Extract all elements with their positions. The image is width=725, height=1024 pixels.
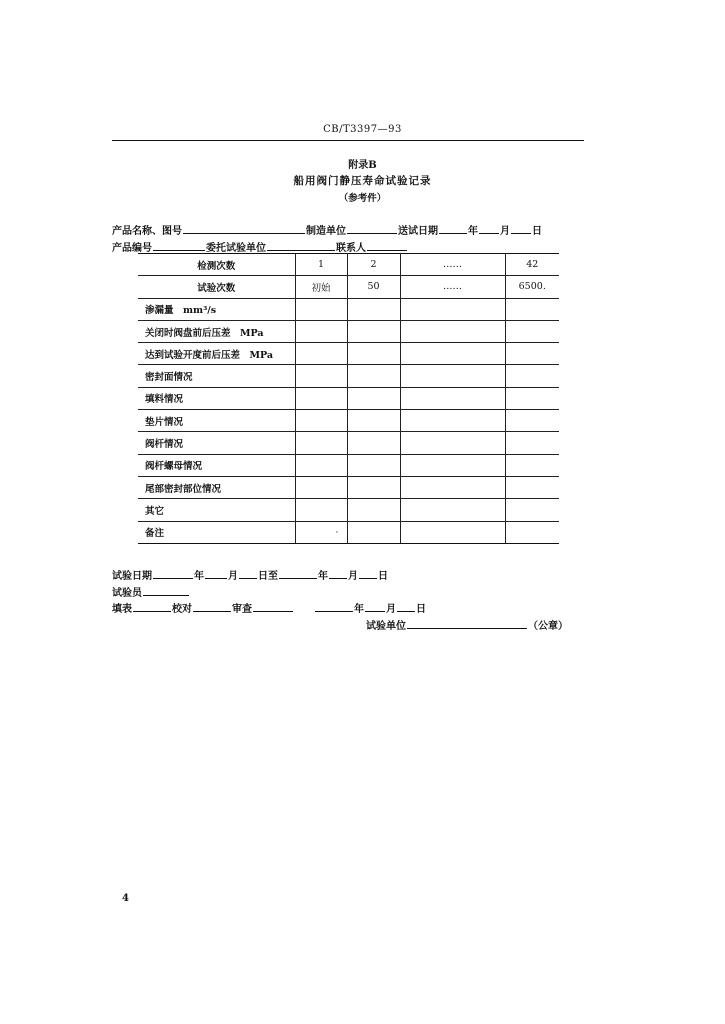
header-cell: 50 [347, 276, 400, 298]
product-no-field[interactable] [153, 241, 205, 251]
record-cell[interactable] [505, 454, 559, 476]
row-label: 尾部密封部位情况 [138, 476, 295, 498]
row-label: 渗漏量 mm³/s [138, 298, 295, 320]
record-cell[interactable] [347, 320, 400, 342]
record-cell[interactable] [347, 298, 400, 320]
table-row [138, 343, 559, 365]
row-label: 垫片情况 [138, 410, 295, 432]
fill-field[interactable] [133, 602, 171, 612]
header-row-label: 试验次数 [138, 276, 295, 298]
sign-day-label: 日 [416, 604, 426, 615]
record-cell[interactable] [505, 432, 559, 454]
test-day2-field[interactable] [359, 569, 377, 579]
form-line-unit [366, 617, 568, 632]
row-label: 密封面情况 [138, 365, 295, 387]
row-label: 关闭时阀盘前后压差 MPa [138, 320, 295, 342]
record-cell[interactable] [347, 454, 400, 476]
test-month2-label: 月 [348, 571, 358, 582]
record-cell[interactable] [400, 499, 505, 521]
record-cell[interactable] [400, 521, 505, 543]
seal-label: （公章） [528, 621, 568, 632]
record-cell[interactable] [295, 476, 347, 498]
sign-month-field[interactable] [365, 602, 385, 612]
test-unit-field[interactable] [407, 619, 527, 629]
sign-day-field[interactable] [397, 602, 415, 612]
send-year-field[interactable] [439, 224, 467, 234]
record-cell[interactable] [295, 298, 347, 320]
header-cell: 6500. [505, 276, 559, 298]
test-year-label: 年 [194, 571, 204, 582]
header-cell: …… [400, 254, 505, 276]
record-cell[interactable] [505, 476, 559, 498]
page-number: 4 [122, 893, 129, 904]
contact-label: 联系人 [336, 243, 366, 254]
record-cell[interactable] [505, 298, 559, 320]
table-row [138, 521, 559, 543]
test-month2-field[interactable] [329, 569, 347, 579]
test-date-label: 试验日期 [112, 571, 152, 582]
appendix-title: 船用阀门静压寿命试验记录 [293, 175, 432, 187]
review-field[interactable] [253, 602, 293, 612]
row-label: 达到试验开度前后压差 MPa [138, 343, 295, 365]
record-cell[interactable] [347, 365, 400, 387]
form-line-client [112, 239, 408, 254]
test-day-to-label: 日至 [258, 571, 278, 582]
sign-year-field[interactable] [315, 602, 353, 612]
table-row [138, 387, 559, 409]
row-label: 阀杆情况 [138, 432, 295, 454]
review-label: 审查 [232, 604, 252, 615]
remark-mark: · [335, 527, 339, 538]
record-cell[interactable] [295, 454, 347, 476]
tester-field[interactable] [143, 586, 189, 596]
fill-label: 填表 [112, 604, 132, 615]
send-month-label: 月 [500, 226, 510, 237]
record-cell[interactable] [505, 320, 559, 342]
header-cell: 42 [505, 254, 559, 276]
record-cell[interactable] [347, 343, 400, 365]
send-month-field[interactable] [479, 224, 499, 234]
client-label: 委托试验单位 [206, 243, 266, 254]
record-cell[interactable] [400, 365, 505, 387]
table-row [138, 365, 559, 387]
table-row [138, 476, 559, 498]
test-month-field[interactable] [205, 569, 227, 579]
product-name-label: 产品名称、图号 [112, 226, 182, 237]
record-cell[interactable] [505, 410, 559, 432]
test-day2-label: 日 [378, 571, 388, 582]
send-day-label: 日 [532, 226, 542, 237]
table-row [138, 320, 559, 342]
record-cell[interactable] [295, 365, 347, 387]
sign-month-label: 月 [386, 604, 396, 615]
record-cell[interactable] [505, 521, 559, 543]
table-row [138, 298, 559, 320]
form-line-sign [112, 600, 426, 615]
form-line-tester [112, 584, 190, 599]
product-name-field[interactable] [183, 224, 305, 234]
record-cell[interactable] [347, 476, 400, 498]
record-cell[interactable] [505, 387, 559, 409]
record-cell[interactable] [400, 298, 505, 320]
record-cell[interactable] [347, 410, 400, 432]
tester-label: 试验员 [112, 588, 142, 599]
table-row [138, 454, 559, 476]
table-header-row [138, 254, 559, 276]
table-header-row [138, 276, 559, 298]
check-field[interactable] [193, 602, 231, 612]
record-cell[interactable] [400, 454, 505, 476]
record-cell[interactable] [400, 410, 505, 432]
record-cell[interactable] [347, 432, 400, 454]
record-cell[interactable] [347, 521, 400, 543]
record-cell[interactable] [505, 499, 559, 521]
table-row [138, 499, 559, 521]
header-cell: 1 [295, 254, 347, 276]
record-cell[interactable] [400, 476, 505, 498]
manufacturer-field[interactable] [347, 224, 397, 234]
record-cell[interactable] [295, 410, 347, 432]
table-row [138, 410, 559, 432]
table-row [138, 432, 559, 454]
record-cell[interactable] [295, 499, 347, 521]
standard-number: CB/T3397—93 [323, 124, 402, 135]
record-cell[interactable] [295, 343, 347, 365]
header-rule [112, 140, 584, 141]
test-unit-label: 试验单位 [366, 621, 406, 632]
record-cell[interactable] [295, 521, 347, 543]
record-cell[interactable] [400, 432, 505, 454]
row-label: 备注 [138, 521, 295, 543]
header-cell: 2 [347, 254, 400, 276]
record-cell[interactable] [400, 320, 505, 342]
check-label: 校对 [172, 604, 192, 615]
form-line-test-date [112, 567, 388, 582]
appendix-label: 附录B [348, 160, 377, 171]
sign-year-label: 年 [354, 604, 364, 615]
test-month-label: 月 [228, 571, 238, 582]
appendix-subtitle: （参考件） [338, 193, 387, 204]
header-cell: …… [400, 276, 505, 298]
client-field[interactable] [267, 241, 335, 251]
send-year-label: 年 [468, 226, 478, 237]
record-cell[interactable] [505, 365, 559, 387]
row-label: 填料情况 [138, 387, 295, 409]
contact-field[interactable] [367, 241, 407, 251]
test-year2-label: 年 [318, 571, 328, 582]
send-day-field[interactable] [511, 224, 531, 234]
row-label: 其它 [138, 499, 295, 521]
test-record-table [138, 253, 559, 544]
product-no-label: 产品编号 [112, 243, 152, 254]
form-line-product [112, 222, 542, 237]
send-date-label: 送试日期 [398, 226, 438, 237]
test-day-field[interactable] [239, 569, 257, 579]
record-cell[interactable] [347, 499, 400, 521]
record-cell[interactable] [295, 432, 347, 454]
record-cell[interactable] [400, 343, 505, 365]
record-cell[interactable] [505, 343, 559, 365]
test-year2-field[interactable] [279, 569, 317, 579]
record-cell[interactable] [400, 387, 505, 409]
header-row-label: 检测次数 [138, 254, 295, 276]
header-cell: 初始 [295, 276, 347, 298]
manufacturer-label: 制造单位 [306, 226, 346, 237]
record-cell[interactable] [295, 387, 347, 409]
record-cell[interactable] [295, 320, 347, 342]
record-cell[interactable] [347, 387, 400, 409]
row-label: 阀杆螺母情况 [138, 454, 295, 476]
test-year-field[interactable] [153, 569, 193, 579]
